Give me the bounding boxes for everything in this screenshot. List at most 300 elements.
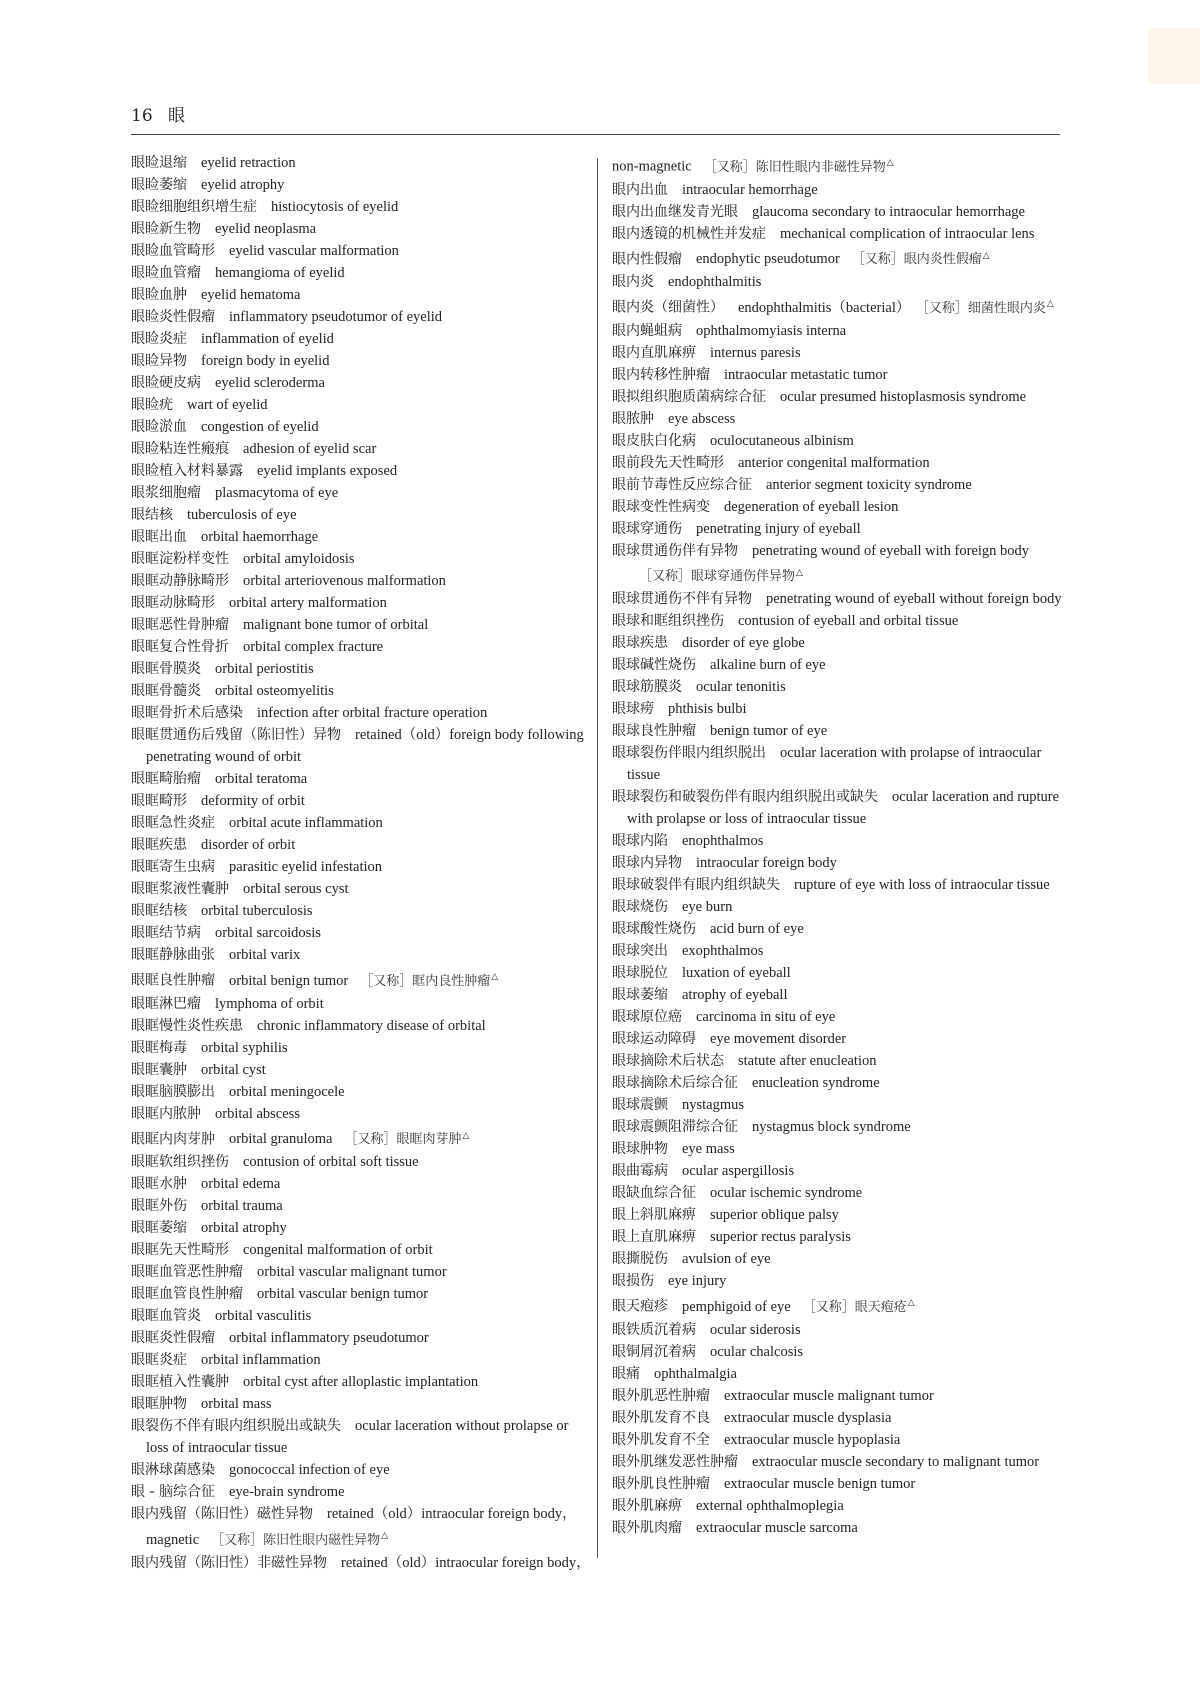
glossary-entry [131, 1195, 591, 1217]
term-english: intraocular foreign body [696, 855, 837, 872]
term-english: orbital artery malformation [229, 595, 387, 611]
term-english: superior oblique palsy [710, 1207, 839, 1224]
term-english: infection after orbital fracture operation [257, 705, 488, 721]
term-chinese: 眼外肌发育不全 [612, 1431, 710, 1448]
term-english: orbital arteriovenous malformation [243, 573, 446, 589]
term-english: rupture of eye with loss of intraocular tissue [794, 877, 1050, 894]
term-chinese: 眼球变性性病变 [612, 498, 710, 515]
term-chinese: 眼天疱疹 [612, 1298, 668, 1315]
glossary-entry [131, 570, 591, 592]
glossary-entry [612, 152, 1064, 179]
glossary-entry [612, 518, 1064, 540]
glossary-entry [612, 1517, 1064, 1539]
term-english: orbital abscess [215, 1105, 300, 1122]
term-chinese: 眼睑粘连性瘢痕 [131, 441, 229, 457]
glossary-entry [612, 786, 1064, 830]
glossary-entry [131, 1349, 591, 1371]
glossary-entry [131, 526, 591, 548]
term-chinese: 眼眶疾患 [131, 837, 187, 853]
term-alias: ［又称］眶内良性肿瘤 [360, 973, 491, 989]
term-english: benign tumor of eye [710, 723, 828, 740]
left-column [131, 152, 591, 1574]
term-chinese: 眼球裂伤和破裂伤伴有眼内组织脱出或缺失 [612, 789, 878, 806]
glossary-entry [131, 1151, 591, 1173]
term-english: carcinoma in situ of eye [696, 1009, 836, 1026]
term-english: congenital malformation of orbit [243, 1242, 433, 1259]
term-chinese: 眼球摘除术后综合征 [612, 1075, 738, 1092]
glossary-entry [612, 1204, 1064, 1226]
term-chinese: 眼睑血肿 [131, 287, 187, 303]
term-chinese: 眼眶淀粉样变性 [131, 551, 229, 567]
glossary-entry [612, 1451, 1064, 1473]
term-chinese: 眼内转移性肿瘤 [612, 366, 710, 383]
glossary-entry [612, 408, 1064, 430]
term-english: anterior congenital malformation [738, 454, 930, 471]
page-number: 16 [131, 106, 153, 126]
term-english: disorder of orbit [201, 837, 296, 853]
glossary-entry [612, 720, 1064, 742]
glossary-entry [612, 320, 1064, 342]
term-english: mechanical complication of intraocular lens [780, 225, 1035, 242]
term-alias: ［又称］眼球穿通伤伴异物 [639, 569, 796, 585]
term-chinese: 眼上直肌麻痹 [612, 1229, 696, 1246]
term-chinese: 眼眶动脉畸形 [131, 595, 215, 611]
term-english: avulsion of eye [682, 1251, 771, 1268]
glossary-entry [612, 1429, 1064, 1451]
glossary-entry [612, 364, 1064, 386]
glossary-entry [131, 724, 591, 768]
term-english: statute after enucleation [738, 1053, 877, 1070]
glossary-entry [612, 293, 1064, 320]
term-english: orbital acute inflammation [229, 815, 383, 831]
glossary-entry [612, 742, 1064, 786]
glossary-entry [612, 940, 1064, 962]
term-chinese: 眼前段先天性畸形 [612, 454, 724, 471]
term-english: contusion of orbital soft tissue [243, 1154, 419, 1171]
term-chinese: 眼眶内肉芽肿 [131, 1131, 215, 1148]
term-chinese: 眼内出血 [612, 181, 668, 198]
term-chinese: 眼眶血管良性肿瘤 [131, 1286, 243, 1303]
term-english: ocular laceration and rupture with prolapse or loss of intraocular tissue [627, 789, 1060, 828]
triangle-mark: △ [907, 1298, 915, 1309]
term-chinese: 眼眶急性炎症 [131, 815, 215, 831]
glossary-entry [131, 1415, 591, 1459]
term-english: orbital trauma [201, 1198, 283, 1215]
term-chinese: 眼球突出 [612, 943, 668, 960]
glossary-entry [131, 1081, 591, 1103]
term-chinese: 眼眶恶性骨肿瘤 [131, 617, 229, 633]
term-english: extraocular muscle hypoplasia [724, 1431, 901, 1448]
glossary-entry [131, 460, 591, 482]
term-chinese: 眼睑细胞组织增生症 [131, 199, 257, 215]
term-chinese: 眼眶寄生虫病 [131, 859, 215, 875]
glossary-entry [131, 834, 591, 856]
term-chinese: 眼球烧伤 [612, 899, 668, 916]
term-english: eyelid scleroderma [215, 375, 325, 391]
glossary-entry [131, 1173, 591, 1195]
term-chinese: 眼球破裂伴有眼内组织缺失 [612, 877, 780, 894]
term-english: orbital edema [201, 1176, 281, 1193]
glossary-entry [612, 984, 1064, 1006]
term-chinese: 眼睑血管畸形 [131, 243, 215, 259]
term-chinese: 眼球震颤阻滞综合征 [612, 1119, 738, 1136]
term-chinese: 眼外肌继发恶性肿瘤 [612, 1453, 738, 1470]
glossary-entry [612, 1495, 1064, 1517]
term-chinese: 眼睑退缩 [131, 155, 187, 171]
glossary-entry [131, 790, 591, 812]
term-english: penetrating injury of eyeball [696, 520, 861, 537]
glossary-entry [131, 592, 591, 614]
term-english: eye-brain syndrome [228, 1484, 345, 1501]
glossary-entry [612, 386, 1064, 408]
term-alias: ［又称］眼眶肉芽肿 [344, 1132, 462, 1148]
term-chinese: 眼眶萎缩 [131, 1220, 187, 1237]
page-header [131, 104, 1060, 135]
term-english: retained（old）foreign body following penetrating wound of orbit [146, 727, 584, 765]
term-english: eye movement disorder [710, 1031, 847, 1048]
term-chinese: 眼内蝇蛆病 [612, 322, 682, 339]
term-english: disorder of eye globe [682, 635, 805, 652]
glossary-entry [131, 284, 591, 306]
term-english: orbital osteomyelitis [215, 683, 334, 699]
term-chinese: 眼外肌发育不良 [612, 1409, 710, 1426]
term-chinese: 眼内残留（陈旧性）磁性异物 [131, 1506, 313, 1523]
term-chinese: 眼眶骨髓炎 [131, 683, 201, 699]
term-chinese: 眼睑血管瘤 [131, 265, 201, 281]
term-chinese: 眼眶复合性骨折 [131, 639, 229, 655]
term-english: orbital teratoma [215, 771, 308, 787]
term-chinese: 眼铁质沉着病 [612, 1321, 696, 1338]
glossary-entry [131, 1371, 591, 1393]
term-english: ophthalmomyiasis interna [696, 322, 847, 339]
triangle-mark: △ [796, 567, 803, 578]
term-english: foreign body in eyelid [201, 353, 330, 369]
term-chinese: 眼眶肿物 [131, 1396, 187, 1413]
glossary-entry [612, 896, 1064, 918]
glossary-entry [612, 1182, 1064, 1204]
term-english: ocular aspergillosis [682, 1163, 795, 1180]
glossary-entry [131, 658, 591, 680]
term-chinese: 眼眶动静脉畸形 [131, 573, 229, 589]
glossary-entry [131, 922, 591, 944]
section-title: 眼 [168, 106, 186, 126]
term-chinese: 眼球穿通伤 [612, 520, 682, 537]
glossary-entry [612, 223, 1064, 245]
term-english: ocular tenonitis [696, 679, 786, 696]
term-english: inflammatory pseudotumor of eyelid [229, 309, 443, 325]
glossary-entry [612, 474, 1064, 496]
glossary-entry [612, 1473, 1064, 1495]
term-chinese: 眼眶出血 [131, 529, 187, 545]
term-english: pemphigoid of eye [682, 1298, 791, 1315]
term-english: ocular laceration without prolapse or loss of intraocular tissue [146, 1418, 569, 1457]
term-english: ocular presumed histoplasmosis syndrome [780, 388, 1027, 405]
term-english: orbital haemorrhage [201, 529, 319, 545]
term-alias: ［又称］眼天疱疮 [802, 1299, 907, 1315]
triangle-mark: △ [982, 250, 990, 261]
term-english: alkaline burn of eye [710, 657, 826, 674]
glossary-entry [131, 878, 591, 900]
term-chinese: 眼睑萎缩 [131, 177, 187, 193]
term-chinese: 眼球萎缩 [612, 987, 668, 1004]
term-chinese: 眼结核 [131, 507, 173, 523]
term-chinese: 眼睑异物 [131, 353, 187, 369]
term-english: endophthalmitis [668, 274, 762, 291]
term-chinese: 眼损伤 [612, 1273, 654, 1290]
term-english: atrophy of eyeball [682, 987, 788, 1004]
term-english: oculocutaneous albinism [710, 432, 854, 449]
term-chinese: 眼内透镜的机械性并发症 [612, 225, 766, 242]
term-english: orbital varix [229, 947, 301, 963]
term-chinese: 眼眶脑膜膨出 [131, 1083, 215, 1100]
term-chinese: 眼眶梅毒 [131, 1039, 187, 1056]
term-english: ocular siderosis [710, 1321, 801, 1338]
corner-tab [1148, 28, 1200, 84]
term-chinese: 眼淋球菌感染 [131, 1462, 215, 1479]
glossary-entry [131, 944, 591, 966]
glossary-entry [612, 496, 1064, 518]
glossary-entry [131, 856, 591, 878]
term-english: gonococcal infection of eye [229, 1462, 390, 1479]
term-english: orbital tuberculosis [201, 903, 313, 919]
term-chinese: 眼缺血综合征 [612, 1185, 696, 1202]
triangle-mark: △ [462, 1130, 470, 1141]
glossary-entry [612, 1050, 1064, 1072]
glossary-entry [612, 830, 1064, 852]
term-chinese: 眼皮肤白化病 [612, 432, 696, 449]
triangle-mark: △ [491, 972, 499, 982]
glossary-entry [612, 588, 1064, 610]
term-english: wart of eyelid [187, 397, 268, 413]
glossary-entry [612, 874, 1064, 896]
term-english: endophytic pseudotumor [696, 251, 840, 268]
term-english: eyelid implants exposed [257, 463, 398, 479]
glossary-entry [131, 328, 591, 350]
term-chinese: 眼球痨 [612, 701, 654, 718]
term-chinese: 眼球脱位 [612, 965, 668, 982]
term-english: acid burn of eye [710, 921, 804, 938]
term-chinese: 眼眶良性肿瘤 [131, 972, 215, 989]
glossary-entry [612, 962, 1064, 984]
term-english: orbital meningocele [229, 1083, 345, 1100]
term-chinese: 眼眶植入性囊肿 [131, 1374, 229, 1391]
term-chinese: 眼睑植入材料暴露 [131, 463, 243, 479]
term-chinese: 眼球内异物 [612, 855, 682, 872]
term-english: orbital cyst [201, 1061, 266, 1078]
term-english: malignant bone tumor of orbital [243, 617, 429, 633]
glossary-entry [612, 1292, 1064, 1319]
glossary-entry [131, 993, 591, 1015]
glossary-entry [131, 196, 591, 218]
term-english: ophthalmalgia [654, 1365, 737, 1382]
term-chinese: 眼眶水肿 [131, 1176, 187, 1193]
term-english: nystagmus [682, 1097, 745, 1114]
term-chinese: 眼球肿物 [612, 1141, 668, 1158]
term-chinese: 眼睑炎性假瘤 [131, 309, 215, 325]
term-chinese: 眼眶结核 [131, 903, 187, 919]
glossary-entry [131, 1103, 591, 1125]
glossary-entry [612, 271, 1064, 293]
term-chinese: 眼外肌肉瘤 [612, 1519, 682, 1536]
glossary-entry [131, 1327, 591, 1349]
glossary-entry [612, 1072, 1064, 1094]
glossary-entry [131, 1552, 591, 1574]
glossary-entry [612, 1319, 1064, 1341]
glossary-entry [612, 1138, 1064, 1160]
term-chinese: 眼外肌恶性肿瘤 [612, 1387, 710, 1404]
term-alias: ［又称］陈旧性眼内非磁性异物 [703, 159, 886, 175]
term-chinese: 眼眶畸形 [131, 793, 187, 809]
glossary-entry [612, 610, 1064, 632]
glossary-entry [612, 1341, 1064, 1363]
term-english: eye injury [668, 1273, 727, 1290]
glossary-entry [131, 1393, 591, 1415]
glossary-entry [131, 680, 591, 702]
term-english: eye burn [682, 899, 733, 916]
term-english: eyelid retraction [201, 155, 296, 171]
term-chinese: 眼内炎 [612, 274, 654, 291]
glossary-entry [612, 452, 1064, 474]
glossary-entry [612, 632, 1064, 654]
term-alias: ［又称］眼内炎性假瘤 [851, 252, 982, 268]
term-chinese: 眼眶炎性假瘤 [131, 1330, 215, 1347]
term-chinese: 眼眶软组织挫伤 [131, 1154, 229, 1171]
term-english: penetrating wound of eyeball with foreign body [752, 542, 1030, 559]
term-chinese: 眼眶浆液性囊肿 [131, 881, 229, 897]
term-chinese: 眼睑新生物 [131, 221, 201, 237]
term-english: eyelid neoplasma [215, 221, 317, 237]
glossary-entry [131, 966, 591, 993]
glossary-entry [131, 306, 591, 328]
glossary-entry [131, 262, 591, 284]
term-english: extraocular muscle sarcoma [696, 1519, 858, 1536]
term-chinese: 眼内炎（细菌性） [612, 299, 724, 316]
term-english: orbital atrophy [201, 1220, 287, 1237]
term-chinese: 眼球贯通伤不伴有异物 [612, 591, 752, 608]
term-english: superior rectus paralysis [710, 1229, 851, 1246]
term-english: extraocular muscle secondary to malignant tumor [752, 1453, 1040, 1470]
term-chinese: 眼睑疣 [131, 397, 173, 413]
term-chinese: 眼球和眶组织挫伤 [612, 613, 724, 630]
glossary-entry [131, 416, 591, 438]
term-chinese: 眼拟组织胞质菌病综合征 [612, 388, 766, 405]
term-english: anterior segment toxicity syndrome [766, 476, 972, 493]
term-chinese: 眼球筋膜炎 [612, 679, 682, 696]
glossary-entry [612, 852, 1064, 874]
glossary-entry [131, 350, 591, 372]
glossary-entry [612, 1028, 1064, 1050]
term-english: orbital granuloma [229, 1131, 333, 1148]
term-alias: ［又称］陈旧性眼内磁性异物 [211, 1532, 381, 1548]
term-english: orbital amyloidosis [243, 551, 355, 567]
term-english: ocular chalcosis [710, 1343, 804, 1360]
term-english: orbital vascular benign tumor [257, 1286, 429, 1303]
term-english: extraocular muscle malignant tumor [724, 1387, 934, 1404]
glossary-entry [612, 179, 1064, 201]
glossary-entry [612, 1116, 1064, 1138]
term-english: orbital benign tumor [229, 972, 349, 989]
glossary-entry [612, 1094, 1064, 1116]
glossary-entry [131, 152, 591, 174]
term-chinese: 眼眶畸胎瘤 [131, 771, 201, 787]
term-alias: ［又称］细菌性眼内炎 [922, 300, 1046, 316]
glossary-entry [131, 218, 591, 240]
term-chinese: 眼上斜肌麻痹 [612, 1207, 696, 1224]
glossary-entry [612, 1407, 1064, 1429]
term-english: hemangioma of eyelid [215, 265, 345, 281]
right-column [612, 152, 1064, 1539]
term-english: orbital vasculitis [215, 1308, 312, 1325]
term-chinese: 眼眶囊肿 [131, 1061, 187, 1078]
term-english: orbital inflammation [201, 1352, 321, 1369]
term-english: external ophthalmoplegia [696, 1497, 844, 1514]
term-chinese: 眼眶炎症 [131, 1352, 187, 1369]
term-chinese: 眼睑硬皮病 [131, 375, 201, 391]
term-english: contusion of eyeball and orbital tissue [738, 613, 959, 630]
glossary-entry [131, 702, 591, 724]
glossary-entry [131, 240, 591, 262]
glossary-entry [131, 1217, 591, 1239]
term-chinese: 眼前节毒性反应综合征 [612, 476, 752, 493]
glossary-entry [131, 636, 591, 658]
term-english: retained（old）intraocular foreign body， [341, 1554, 591, 1571]
glossary-entry [131, 504, 591, 526]
term-chinese: 眼内残留（陈旧性）非磁性异物 [131, 1554, 327, 1571]
term-chinese: 眼球摘除术后状态 [612, 1053, 724, 1070]
term-english: plasmacytoma of eye [215, 485, 339, 501]
glossary-entry [131, 1261, 591, 1283]
glossary-entry [131, 548, 591, 570]
term-english: nystagmus block syndrome [752, 1119, 911, 1136]
term-chinese: 眼球良性肿瘤 [612, 723, 696, 740]
term-english: eyelid hematoma [201, 287, 301, 303]
term-chinese: 眼眶淋巴瘤 [131, 995, 201, 1012]
glossary-entry [612, 698, 1064, 720]
term-english: ocular laceration with prolapse of intraocular tissue [627, 745, 1042, 784]
term-chinese: 眼眶血管恶性肿瘤 [131, 1264, 243, 1281]
glossary-entry [131, 1239, 591, 1261]
term-english: parasitic eyelid infestation [229, 859, 383, 875]
term-chinese: 眼痛 [612, 1365, 640, 1382]
glossary-entry [131, 174, 591, 196]
term-english: orbital complex fracture [243, 639, 384, 655]
glossary-entry [131, 394, 591, 416]
term-english: degeneration of eyeball lesion [724, 498, 899, 515]
glossary-entry [612, 430, 1064, 452]
glossary-entry [131, 614, 591, 636]
term-chinese: 眼 - 脑综合征 [131, 1484, 215, 1501]
term-chinese: 眼球裂伤伴眼内组织脱出 [612, 745, 766, 762]
term-chinese: 眼眶外伤 [131, 1198, 187, 1215]
term-english: retained（old）intraocular foreign body， magnetic [146, 1506, 577, 1548]
glossary-entry [612, 1248, 1064, 1270]
glossary-entry [612, 245, 1064, 272]
term-english: orbital syphilis [201, 1039, 288, 1056]
term-english: histiocytosis of eyelid [271, 199, 399, 215]
term-chinese: 眼眶骨膜炎 [131, 661, 201, 677]
term-english: orbital cyst after alloplastic implantation [243, 1374, 479, 1391]
glossary-entry [131, 1037, 591, 1059]
term-english: extraocular muscle dysplasia [724, 1409, 892, 1426]
term-english: orbital inflammatory pseudotumor [229, 1330, 429, 1347]
glossary-entry [131, 1015, 591, 1037]
term-english: adhesion of eyelid scar [243, 441, 377, 457]
glossary-entry [612, 1363, 1064, 1385]
glossary-entry [612, 654, 1064, 676]
glossary-entry [612, 1270, 1064, 1292]
glossary-entry [612, 342, 1064, 364]
glossary-entry [131, 900, 591, 922]
